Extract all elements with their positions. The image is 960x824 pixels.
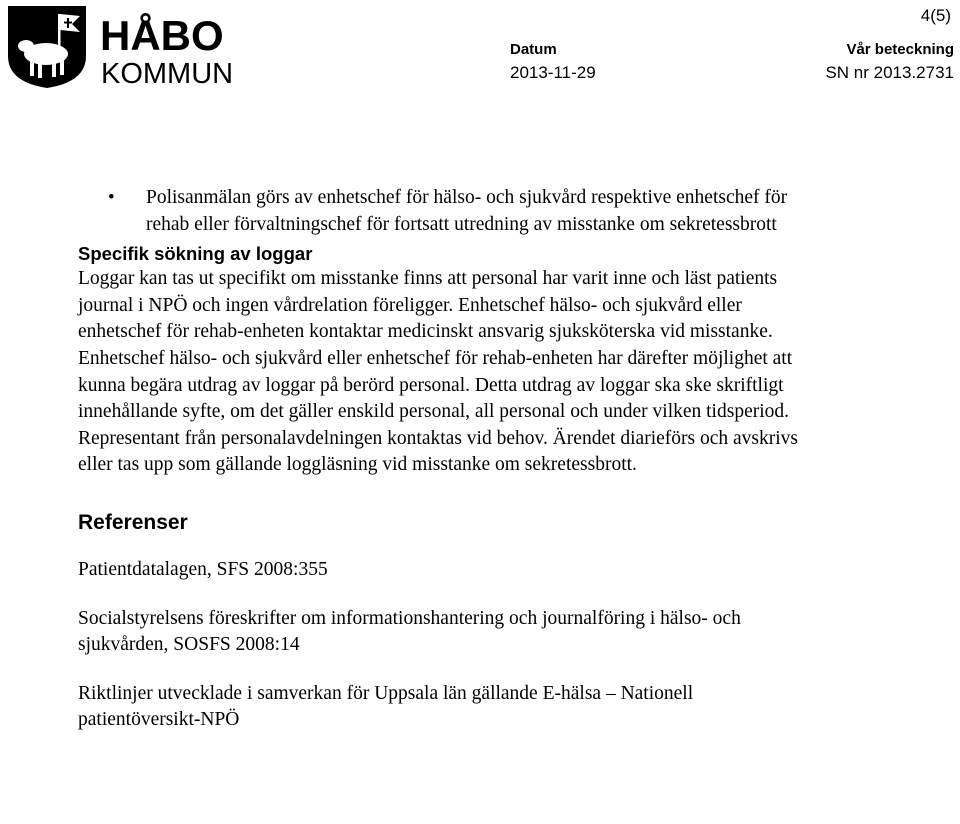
reference-item: Riktlinjer utvecklade i samverkan för Uppsala län gällande E-hälsa – Nationell patientöversikt-NPÖ <box>78 682 694 731</box>
section-heading: Specifik sökning av loggar <box>78 243 313 265</box>
date-label: Datum <box>510 41 557 58</box>
habo-emblem-icon <box>6 4 236 90</box>
habo-kommun-logo <box>6 4 236 90</box>
reference-block <box>825 41 954 84</box>
logo-line1: HÅBO <box>100 12 224 59</box>
reference-item: Socialstyrelsens föreskrifter om informationshantering och journalföring i hälso- och sjukvården, SOSFS 2008:14 <box>78 607 741 656</box>
reference-value: SN nr 2013.2731 <box>825 63 954 82</box>
references-list <box>78 557 808 734</box>
bullet-item <box>76 185 808 238</box>
references-heading: Referenser <box>78 510 188 534</box>
reference-item: Patientdatalagen, SFS 2008:355 <box>78 558 328 580</box>
logo-line2: KOMMUN <box>101 58 234 90</box>
reference-label: Vår beteckning <box>846 41 954 58</box>
bullet-text: Polisanmälan görs av enhetschef för hälso- och sjukvård respektive enhetschef för rehab eller förvaltningschef för fortsatt utredning av misstanke om sekretessbrott <box>146 187 788 235</box>
section-paragraph: Loggar kan tas ut specifikt om misstanke finns att personal har varit inne och läst patients journal i NPÖ och ingen vårdrelation föreligger. Enhetschef hälso- och sjukvård eller enhetschef för rehab-enheten kontaktar medicinskt ansvarig sjuksköterska vid misstanke. Enhetschef hälso- och sjukvård eller enhetschef för rehab-enheten har därefter möjlighet att kunna begära utdrag av loggar på berörd personal. Detta utdrag av loggar ska ske skriftligt innehållande syfte, om det gäller enskild personal, all personal och under vilken tidsperiod. Representant från personalavdelningen kontaktas vid behov. Ärendet diarieförs och avskrivs eller tas upp som gällande loggläsning vid misstanke om sekretessbrott. <box>78 268 799 476</box>
bullet-dot-icon: • <box>108 187 115 208</box>
document-body <box>78 185 808 734</box>
date-value: 2013-11-29 <box>510 63 596 82</box>
date-block <box>510 41 596 84</box>
page-number: 4(5) <box>920 6 951 25</box>
